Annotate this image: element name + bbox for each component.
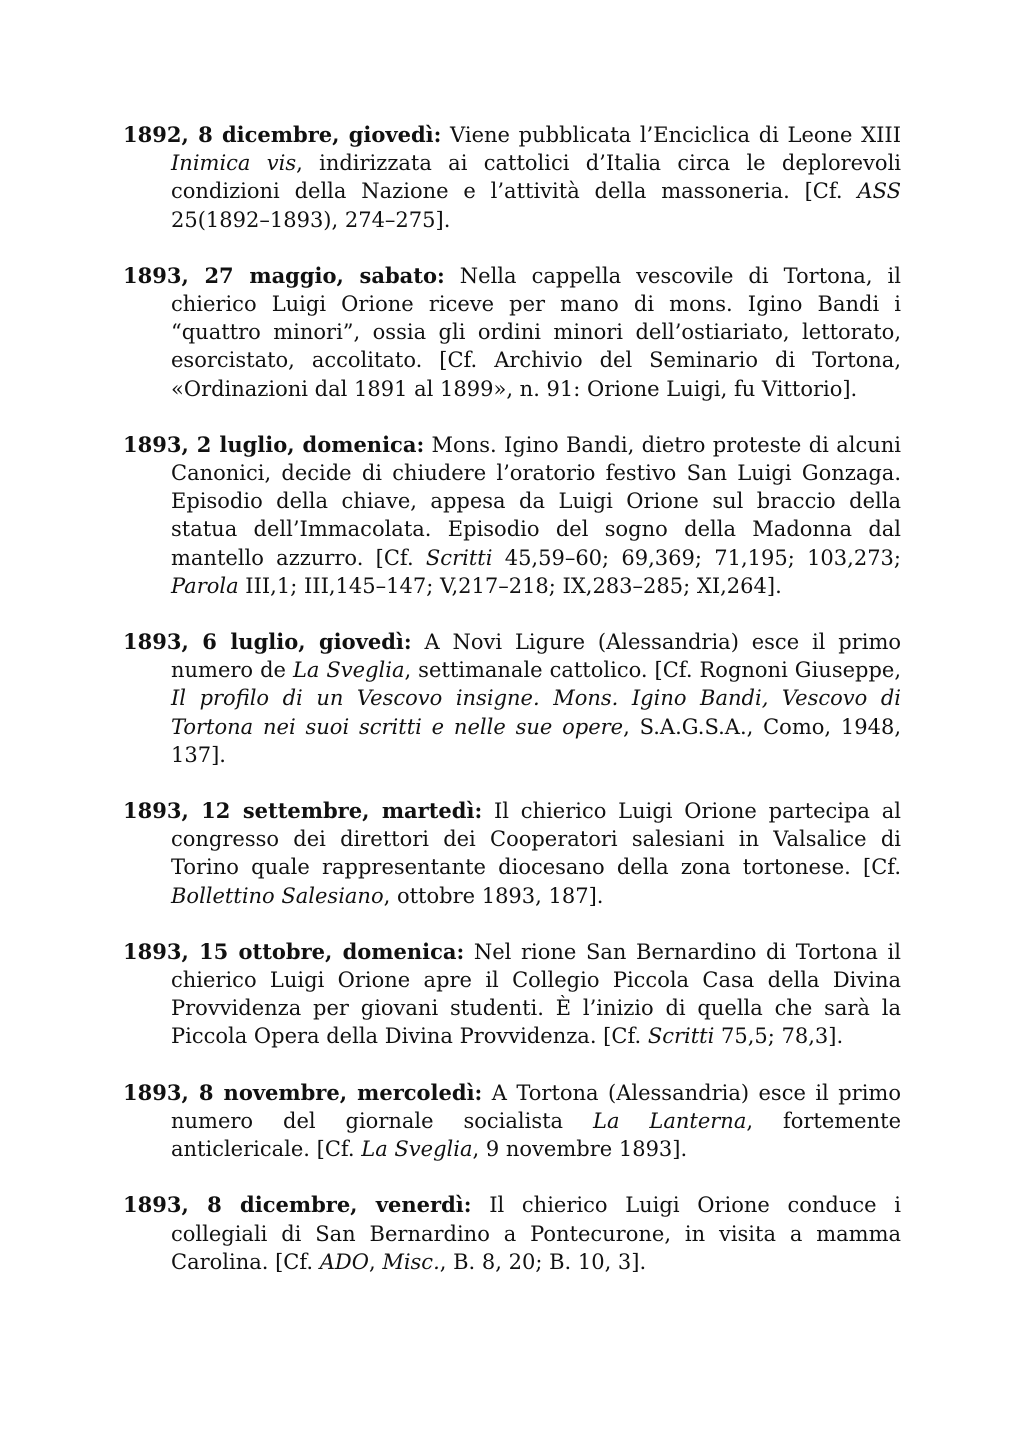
entry-italic-title: Scritti [647,1024,715,1049]
entry-date: 1893, 2 luglio, domenica: [123,431,425,457]
entry-italic-title: ASS [857,179,901,204]
entry-text: Mons. Igino Bandi, dietro proteste di alcuni Canonici, decide di chiudere l’oratorio festivo San Luigi Gonzaga. Episodio della chiave, appesa da Luigi Orione sul braccio della statua dell’Immacolata. Episodio del sogno della Madonna dal mantello azzurro. [Cf. [171,432,901,570]
entry-text: Viene pubblicata l’Enciclica di Leone XIII [441,123,901,147]
entry-text: Nel rione San Bernardino di Tortona il chierico Luigi Orione apre il Collegio Piccola Casa della Divina Provvidenza per giovani studenti. È l’inizio di quella che sarà la Piccola Opera della Divina Provvidenza. [Cf. [171,939,901,1049]
entry-text: , 9 novembre 1893]. [472,1137,688,1162]
entry-text: 45,59–60; 69,369; 71,195; 103,273; [492,545,901,570]
entry-italic-title: Inimica vis [171,151,297,176]
entry-text: , [368,1249,383,1274]
entry-text: , settimanale cattolico. [Cf. Rognoni Giuseppe, [404,658,902,683]
entry-date: 1893, 8 novembre, mercoledì: [123,1079,483,1105]
entry-text: 25(1892–1893), 274–275]. [171,207,451,232]
entry-text: , B. 8, 20; B. 10, 3]. [439,1249,647,1274]
entry-date: 1893, 27 maggio, sabato: [123,262,445,288]
entry-text: Il chierico Luigi Orione conduce i collegiali di San Bernardino a Pontecurone, in visita a mamma Carolina. [Cf. [171,1193,902,1274]
entry-text: Nella cappella vescovile di Tortona, il chierico Luigi Orione riceve per mano di mons. Igino Bandi i “quattro minori”, ossia gli ordini minori dell’ostiariato, lettorato, esorcistato, accolitato. [Cf. Archivio del Seminario di Tortona, «Ordinazioni dal 1891 al 1899», n. 91: Orione Luigi, fu Vittorio]. [171,263,901,401]
entry-italic-title: Scritti [425,545,493,570]
entry-text: A Novi Ligure (Alessandria) esce il primo numero de [171,630,901,683]
entry-italic-title: La Sveglia [292,658,405,683]
entry-date: 1893, 15 ottobre, domenica: [123,938,465,964]
entry-text: , fortemente anticlericale. [Cf. [171,1108,902,1162]
chronology-entry [123,121,901,234]
entry-text: , S.A.G.S.A., Como, 1948, 137]. [171,714,901,767]
entry-date: 1893, 12 settembre, martedì: [123,798,483,824]
entry-text: III,1; III,145–147; V,217–218; IX,283–285; XI,264]. [238,573,782,598]
entry-italic-title: Il profilo di un Vescovo insigne. Mons. Igino Bandi, Vescovo di Tortona nei suoi scritti e nelle sue opere [171,686,901,739]
entry-italic-title: Parola [171,573,239,598]
chronology-entry [123,1079,901,1164]
chronology-entry [123,262,901,403]
entry-text: , indirizzata ai cattolici d’Italia circa le deplorevoli condizioni della Nazione e l’attività della massoneria. [Cf. [171,151,901,204]
entry-italic-title: ADO [319,1249,369,1274]
entry-date: 1893, 6 luglio, giovedì: [123,629,412,655]
chronology-entry [123,431,901,600]
entry-italic-title: La Sveglia [361,1137,473,1162]
entry-italic-title: Misc. [382,1249,440,1274]
chronology-page [123,121,901,1276]
chronology-entry [123,628,901,769]
entry-text: , ottobre 1893, 187]. [383,883,604,908]
entry-italic-title: La Lanterna [593,1108,747,1133]
entry-text: 75,5; 78,3]. [714,1024,844,1049]
chronology-entry [123,938,901,1051]
entry-text: A Tortona (Alessandria) esce il primo numero del giornale socialista [171,1080,901,1133]
entry-text: Il chierico Luigi Orione partecipa al congresso dei direttori dei Cooperatori salesiani in Valsalice di Torino quale rappresentante diocesano della zona tortonese. [Cf. [171,799,901,880]
chronology-entry [123,1191,901,1276]
entry-date: 1893, 8 dicembre, venerdì: [123,1192,472,1218]
entry-date: 1892, 8 dicembre, giovedì: [123,122,442,147]
chronology-entry [123,797,901,910]
entry-italic-title: Bollettino Salesiano [171,883,384,908]
